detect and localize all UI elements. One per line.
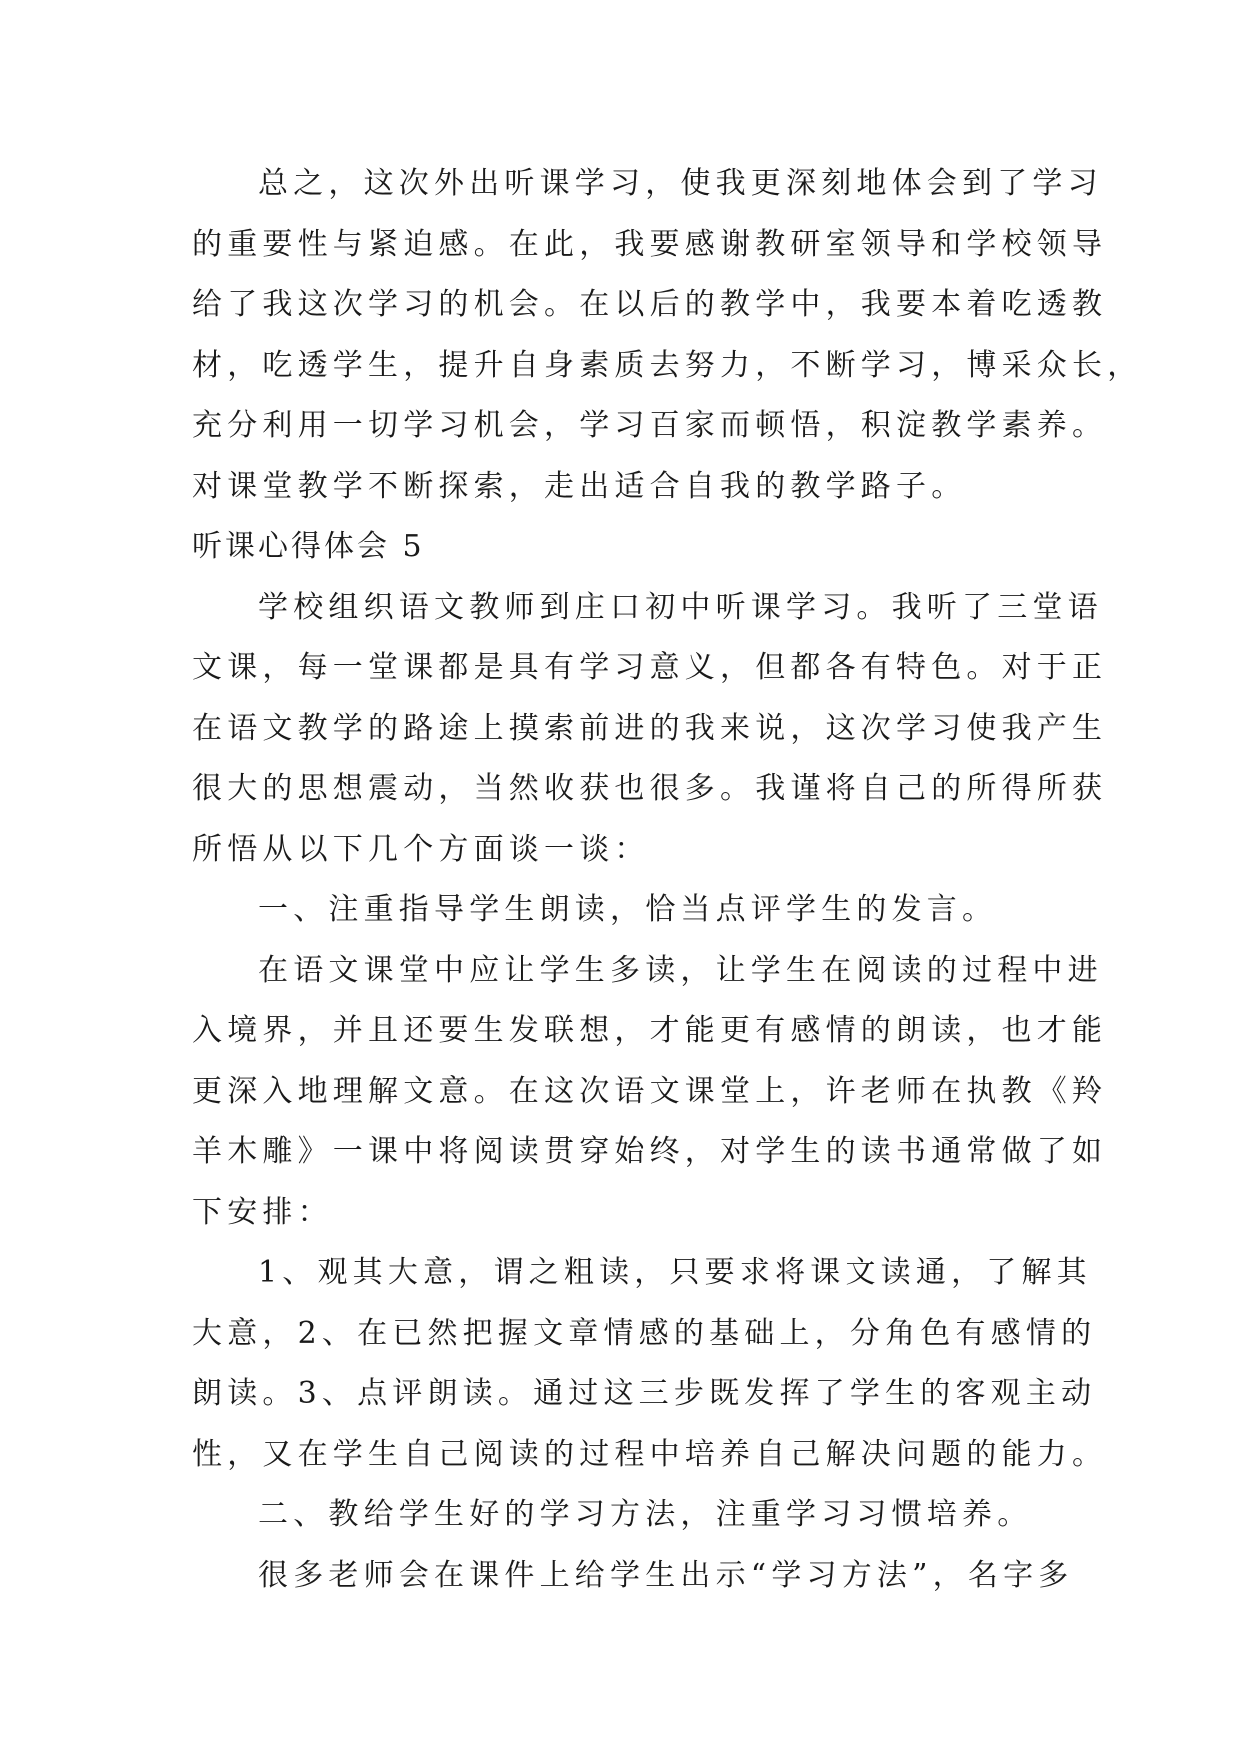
document-body — [192, 154, 1143, 1606]
text-line: 1、观其大意，谓之粗读，只要求将课文读通，了解其 — [258, 1255, 1092, 1290]
text-line: 学校组织语文教师到庄口初中听课学习。我听了三堂语 — [258, 589, 1103, 625]
text-line: 在语文课堂中应让学生多读，让学生在阅读的过程中进 — [258, 952, 1103, 988]
text-line: 材，吃透学生，提升自身素质去努力，不断学习，博采众长， — [192, 347, 1143, 383]
text-line: 二、教给学生好的学习方法，注重学习习惯培养。 — [258, 1497, 1033, 1532]
text-line: 下安排： — [192, 1194, 333, 1230]
text-line: 在语文教学的路途上摸索前进的我来说，这次学习使我产生 — [192, 710, 1108, 746]
text-line: 更深入地理解文意。在这次语文课堂上，许老师在执教《羚 — [192, 1073, 1108, 1109]
text-line: 充分利用一切学习机会，学习百家而顿悟，积淀教学素养。 — [192, 408, 1108, 443]
text-line: 的重要性与紧迫感。在此，我要感谢教研室领导和学校领导 — [192, 226, 1108, 262]
text-line: 很多老师会在课件上给学生出示“学习方法”，名字多 — [258, 1557, 1074, 1593]
text-line: 总之，这次外出听课学习，使我更深刻地体会到了学习 — [258, 166, 1103, 201]
text-line: 羊木雕》一课中将阅读贯穿始终，对学生的读书通常做了如 — [192, 1134, 1108, 1169]
section-heading: 听课心得体会 5 — [192, 529, 425, 564]
text-line: 很大的思想震动，当然收获也很多。我谨将自己的所得所获 — [192, 771, 1108, 806]
text-line: 性，又在学生自己阅读的过程中培养自己解决问题的能力。 — [192, 1436, 1108, 1472]
text-line: 对课堂教学不断探索，走出适合自我的教学路子。 — [192, 468, 967, 504]
text-line: 所悟从以下几个方面谈一谈： — [192, 831, 650, 867]
text-line: 大意，2、在已然把握文章情感的基础上，分角色有感情的 — [192, 1315, 1097, 1351]
text-line: 一、注重指导学生朗读，恰当点评学生的发言。 — [258, 892, 998, 927]
text-line: 朗读。3、点评朗读。通过这三步既发挥了学生的客观主动 — [192, 1376, 1097, 1411]
text-line: 文课，每一堂课都是具有学习意义，但都各有特色。对于正 — [192, 650, 1108, 685]
text-line: 给了我这次学习的机会。在以后的教学中，我要本着吃透教 — [192, 287, 1108, 322]
text-line: 入境界，并且还要生发联想，才能更有感情的朗读，也才能 — [192, 1013, 1108, 1048]
